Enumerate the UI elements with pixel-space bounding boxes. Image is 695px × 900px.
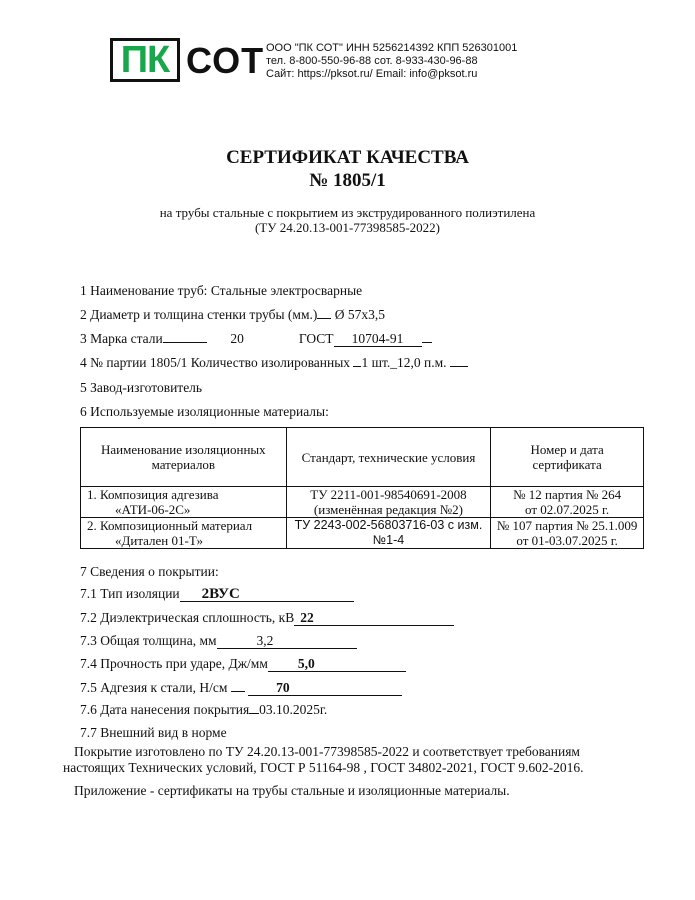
certificate-line1: № 107 партия № 25.1.009 xyxy=(496,518,638,533)
header-material-name: Наименование изоляционных материалов xyxy=(81,428,287,487)
site-line: Сайт: https://pksot.ru/ Email: info@pksot.ru xyxy=(266,68,478,80)
material-name-line1: 1. Композиция адгезива xyxy=(87,487,219,502)
certificate-title: СЕРТИФИКАТ КАЧЕСТВА xyxy=(226,147,469,168)
table-header-row xyxy=(81,428,644,487)
certificate-line1: № 12 партия № 264 xyxy=(513,487,622,502)
standard-line1: ТУ 2211-001-98540691-2008 xyxy=(310,487,467,502)
coating-type xyxy=(80,586,354,602)
coating-date-label: 7.6 Дата нанесения покрытия xyxy=(80,702,250,717)
logo-sot-text: СОТ xyxy=(186,40,265,81)
header-standard: Стандарт, технические условия xyxy=(286,428,491,487)
coating-thickness-value: 3,2 xyxy=(217,634,357,649)
logo-pk-box xyxy=(110,38,180,82)
table-row xyxy=(81,518,644,549)
coating-heading: 7 Сведения о покрытии: xyxy=(80,564,219,579)
certificate-cell xyxy=(491,518,644,549)
item-3-value: 20 xyxy=(230,331,244,346)
item-4-value: 1805/1 xyxy=(149,355,188,370)
standard-line2: (изменённая редакция №2) xyxy=(313,502,463,517)
material-name-line2: «Дитален 01-Т» xyxy=(115,533,203,548)
material-name-cell xyxy=(81,518,287,549)
material-name-line1: 2. Композиционный материал xyxy=(87,518,253,533)
item-4-qty-value: 1 шт._12,0 п.м. xyxy=(361,355,447,370)
item-3-gost-value: 10704-91 xyxy=(334,332,422,347)
item-1-value: Стальные электросварные xyxy=(210,283,363,298)
item-1 xyxy=(80,283,362,299)
item-2-value: Ø 57х3,5 xyxy=(334,307,385,322)
header-certificate: Номер и дата сертификата xyxy=(491,428,644,487)
certificate-spec: (ТУ 24.20.13-001-77398585-2022) xyxy=(254,220,441,235)
coating-appearance: 7.7 Внешний вид в норме xyxy=(80,725,227,740)
coating-dielectric-value: 22 xyxy=(294,611,454,626)
coating-thickness-label: 7.3 Общая толщина, мм xyxy=(80,633,217,648)
item-1-label: 1 Наименование труб: xyxy=(80,283,208,298)
item-6: 6 Используемые изоляционные материалы: xyxy=(80,404,329,419)
item-3 xyxy=(80,331,432,347)
conclusion-line1: Покрытие изготовлено по ТУ 24.20.13-001-77398585-2022 и соответствует требованиям xyxy=(74,744,580,759)
item-2-label: 2 Диаметр и толщина стенки трубы (мм.) xyxy=(80,307,318,322)
coating-adhesion-value: 70 xyxy=(248,681,402,696)
item-3-gost-label: ГОСТ xyxy=(298,331,334,346)
company-line: ООО "ПК СОТ" ИНН 5256214392 КПП 526301001 xyxy=(266,42,518,54)
coating-date xyxy=(80,702,327,718)
coating-date-value: 03.10.2025г. xyxy=(259,702,328,717)
coating-adhesion xyxy=(80,680,402,696)
standard-cell xyxy=(286,487,491,518)
coating-impact-label: 7.4 Прочность при ударе, Дж/мм xyxy=(80,656,268,671)
coating-dielectric xyxy=(80,610,454,626)
coating-type-value: 2ВУС xyxy=(180,587,354,602)
item-4 xyxy=(80,355,468,371)
standard-cell xyxy=(286,518,491,549)
item-4-label: 4 № партии xyxy=(80,355,147,370)
coating-dielectric-label: 7.2 Диэлектрическая сплошность, кВ xyxy=(80,610,295,625)
item-2 xyxy=(80,307,385,323)
coating-impact-value: 5,0 xyxy=(268,657,406,672)
certificate-line2: от 02.07.2025 г. xyxy=(525,502,610,517)
certificate-line2: от 01-03.07.2025 г. xyxy=(516,533,618,548)
table-row xyxy=(81,487,644,518)
appendix-line: Приложение - сертификаты на трубы стальные и изоляционные материалы. xyxy=(74,783,510,798)
coating-impact xyxy=(80,656,406,672)
coating-thickness xyxy=(80,633,357,649)
item-5: 5 Завод-изготовитель xyxy=(80,380,203,395)
item-4-qty-label: Количество изолированных xyxy=(190,355,351,370)
item-3-label: 3 Марка стали xyxy=(80,331,163,346)
certificate-subtitle: на трубы стальные с покрытием из экструдированного полиэтилена xyxy=(159,205,536,220)
standard-line1: ТУ 2243-002-56803716-03 с изм. xyxy=(294,518,483,532)
phone-line: тел. 8-800-550-96-88 сот. 8-933-430-96-88 xyxy=(266,55,478,67)
certificate-cell xyxy=(491,487,644,518)
material-name-cell xyxy=(81,487,287,518)
material-name-line2: «АТИ-06-2С» xyxy=(115,502,191,517)
conclusion-line2: настоящих Технических условий, ГОСТ Р 51164-98 , ГОСТ 34802-2021, ГОСТ 9.602-2016. xyxy=(63,760,584,775)
coating-type-label: 7.1 Тип изоляции xyxy=(80,586,180,601)
materials-table xyxy=(80,427,644,549)
coating-adhesion-label: 7.5 Адгезия к стали, Н/см xyxy=(80,680,228,695)
certificate-number: № 1805/1 xyxy=(309,170,386,191)
logo-pk-text: ПК xyxy=(120,38,170,81)
standard-line2: №1-4 xyxy=(372,533,405,547)
